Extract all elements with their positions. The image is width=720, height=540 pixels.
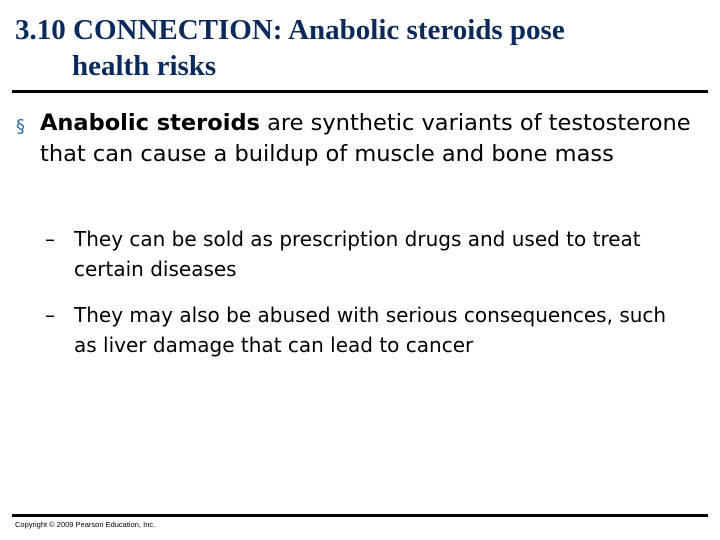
main-bullet-text bbox=[40, 108, 696, 170]
sub-bullet-2 bbox=[45, 300, 695, 360]
sub-bullet-2-text: They may also be abused with serious consequences, such as liver damage that can lead to cancer bbox=[74, 303, 667, 357]
slide-title-line1: 3.10 CONNECTION: Anabolic steroids pose bbox=[15, 14, 565, 46]
sub-bullet-1 bbox=[45, 224, 695, 284]
title-divider bbox=[12, 90, 708, 93]
main-bullet-body: are synthetic variants of testosterone that can cause a buildup of muscle and bone mass bbox=[40, 110, 691, 167]
main-bullet bbox=[16, 108, 696, 170]
footer-divider bbox=[12, 514, 708, 517]
main-bullet-term: Anabolic steroids bbox=[40, 110, 260, 136]
dash-bullet-icon: – bbox=[45, 303, 55, 327]
dash-bullet-icon: – bbox=[45, 227, 55, 251]
sub-bullet-1-text: They can be sold as prescription drugs and used to treat certain diseases bbox=[74, 227, 641, 281]
slide-title-line2: health risks bbox=[72, 50, 217, 82]
slide-title bbox=[15, 12, 705, 84]
square-bullet-icon: § bbox=[16, 116, 25, 137]
copyright-notice: Copyright © 2009 Pearson Education, Inc. bbox=[15, 520, 156, 529]
